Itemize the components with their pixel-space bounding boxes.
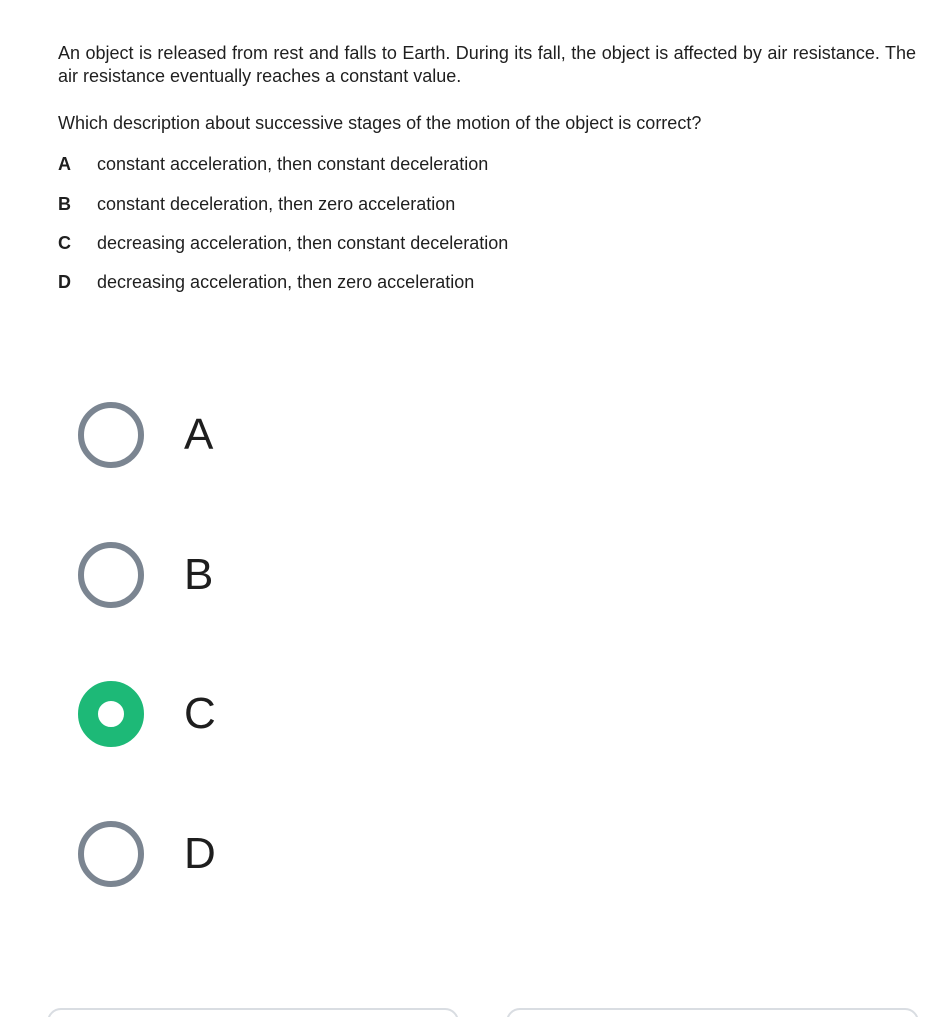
- answer-label: A: [184, 410, 214, 459]
- answer-option-c[interactable]: [78, 681, 378, 747]
- option-letter: D: [58, 272, 71, 292]
- answer-option-a[interactable]: [78, 402, 378, 468]
- question-option-d: [58, 271, 474, 294]
- option-text: constant acceleration, then constant deceleration: [97, 154, 489, 174]
- option-letter: B: [58, 194, 71, 214]
- question-image: [0, 0, 943, 330]
- question-option-b: [58, 193, 455, 216]
- answer-label: C: [184, 689, 216, 738]
- answer-label: B: [184, 550, 214, 599]
- bottom-left-button[interactable]: [47, 1008, 459, 1017]
- question-stem: An object is released from rest and falls to Earth. During its fall, the object is affected by air resistance. The air resistance eventually reaches a constant value.: [58, 43, 916, 86]
- option-text: constant deceleration, then zero acceleration: [97, 194, 456, 214]
- question-option-a: [58, 153, 488, 176]
- option-text: decreasing acceleration, then constant deceleration: [97, 233, 509, 253]
- radio-button[interactable]: [78, 402, 144, 468]
- question-option-c: [58, 232, 508, 255]
- option-text: decreasing acceleration, then zero acceleration: [97, 272, 475, 292]
- radio-button[interactable]: [78, 542, 144, 608]
- answer-label: D: [184, 829, 216, 878]
- bottom-right-button[interactable]: [506, 1008, 919, 1017]
- option-letter: A: [58, 154, 71, 174]
- radio-button[interactable]: [78, 821, 144, 887]
- option-letter: C: [58, 233, 71, 253]
- answer-option-d[interactable]: [78, 821, 378, 887]
- radio-button[interactable]: [78, 681, 144, 747]
- answer-option-b[interactable]: [78, 542, 378, 608]
- question-prompt: Which description about successive stages of the motion of the object is correct?: [58, 113, 702, 133]
